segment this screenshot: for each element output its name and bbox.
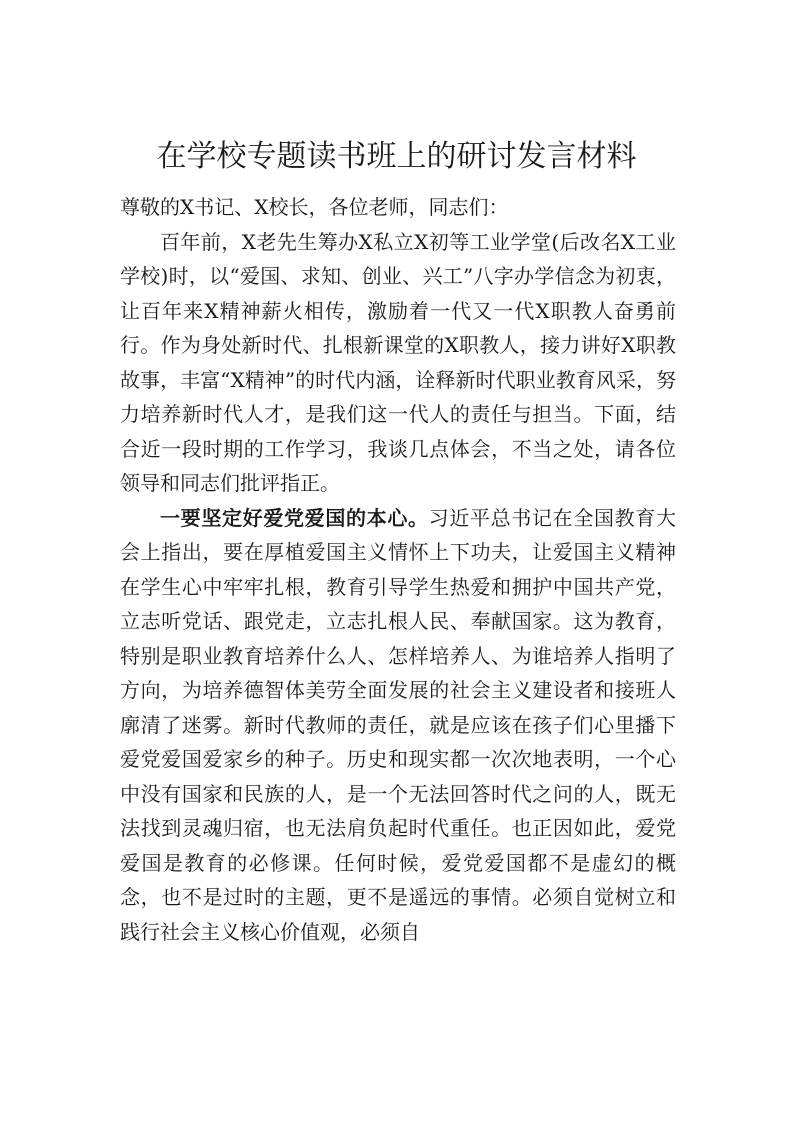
paragraph-intro: 百年前，X老先生筹办X私立X初等工业学堂(后改名X工业学校)时，以“爱国、求知、创业、兴工”八字办学信念为初衷，让百年来X精神薪火相传，激励着一代又一代X职教人奋勇前行。作为身处新时代、扎根新课堂的X职教人，接力讲好X职教故事，丰富“X精神”的时代内涵，诠释新时代职业教育风采，努力培养新时代人才，是我们这一代人的责任与担当。下面，结合近一段时期的工作学习，我谈几点体会，不当之处，请各位领导和同志们批评指正。 bbox=[120, 229, 676, 495]
document-body bbox=[120, 190, 676, 949]
document-title: 在学校专题读书班上的研讨发言材料 bbox=[156, 139, 637, 174]
paragraph-body: 习近平总书记在全国教育大会上指出，要在厚植爱国主义情怀上下功夫，让爱国主义精神在学生心中牢牢扎根，教育引导学生热爱和拥护中国共产党，立志听党话、跟党走，立志扎根人民、奉献国家。这为教育，特别是职业教育培养什么人、怎样培养人、为谁培养人指明了方向，为培养德智体美劳全面发展的社会主义建设者和接班人廓清了迷雾。新时代教师的责任，就是应该在孩子们心里播下爱党爱国爱家乡的种子。历史和现实都一次次地表明，一个心中没有国家和民族的人，是一个无法回答时代之问的人，既无法找到灵魂归宿，也无法肩负起时代重任。也正因如此，爱党爱国是教育的必修课。任何时候，爱党爱国都不是虚幻的概念，也不是过时的主题，更不是遥远的事情。必须自觉树立和践行社会主义核心价值观，必须自 bbox=[120, 505, 677, 944]
paragraph-heading: 一要坚定好爱党爱国的本心。 bbox=[160, 505, 429, 530]
paragraph-point-one bbox=[120, 501, 676, 950]
salutation: 尊敬的X书记、X校长，各位老师，同志们： bbox=[120, 195, 509, 219]
